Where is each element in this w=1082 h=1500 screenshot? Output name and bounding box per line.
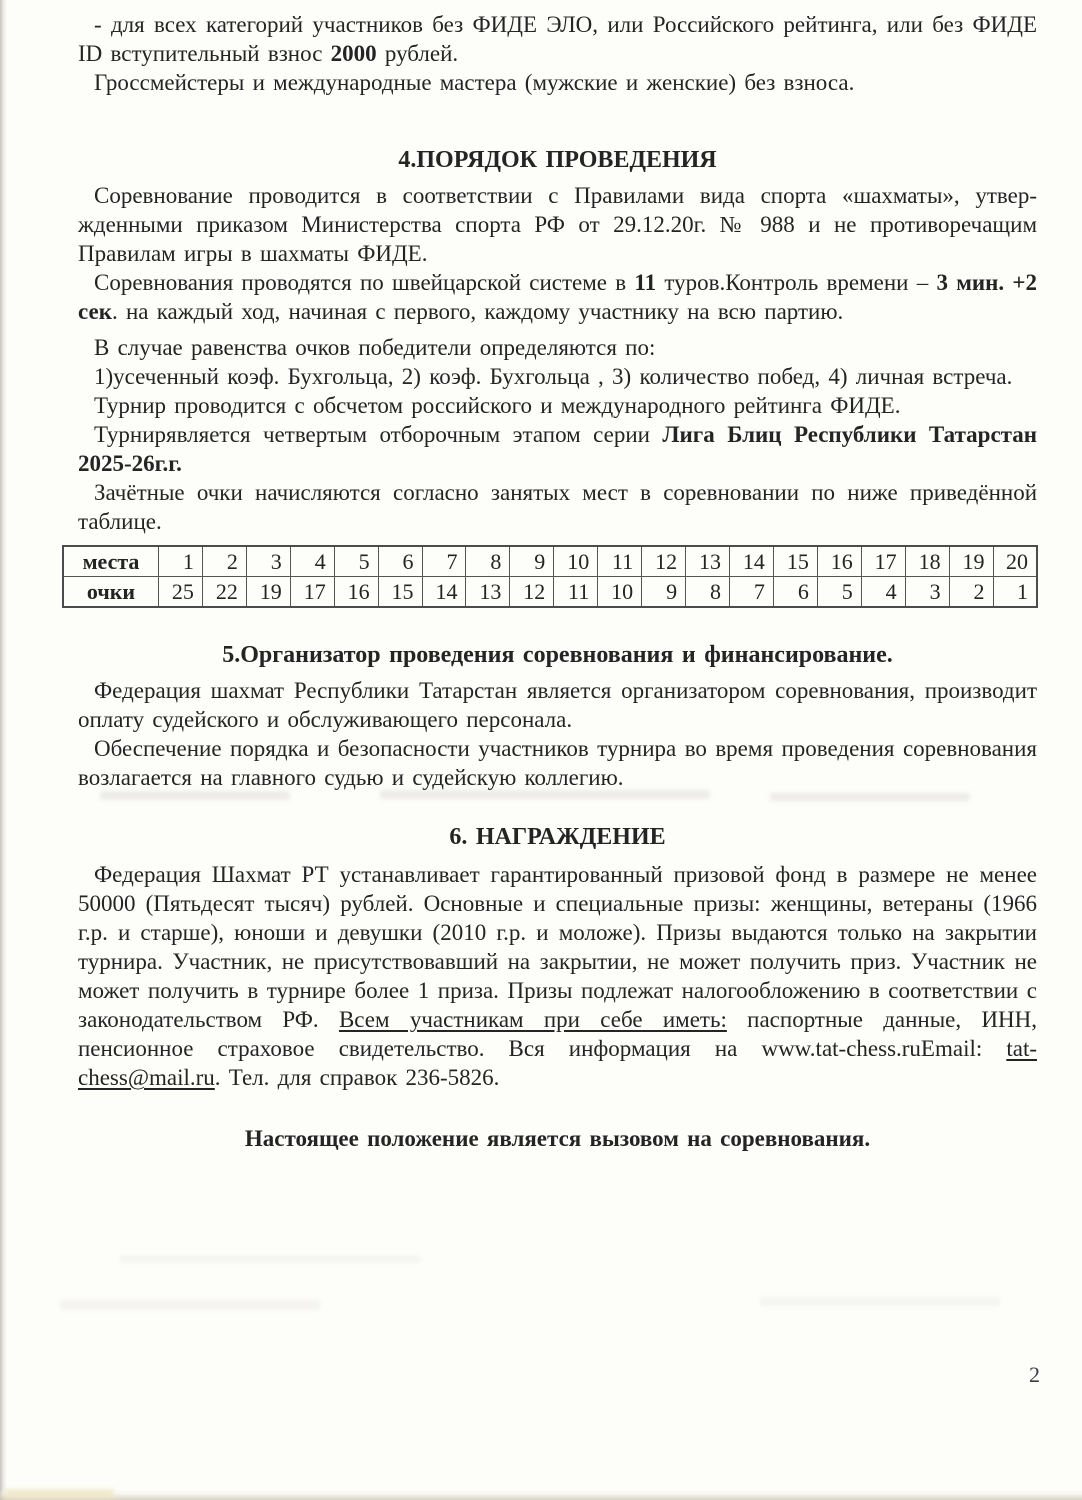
table-cell: 3 <box>246 546 290 577</box>
table-cell: 18 <box>905 546 949 577</box>
text-run: 1)усеченный коэф. Бухгольца, 2) коэф. Бухгольца , 3) количество побед, 4) личная встреча. <box>94 364 1013 389</box>
table-cell: 19 <box>949 546 993 577</box>
section4-paragraph-points-note <box>78 478 1037 536</box>
table-row-places <box>63 546 1037 577</box>
text-run: рублей. <box>376 41 459 66</box>
section4-paragraph-tiebreak-intro <box>78 333 1037 362</box>
text-run: 2000 <box>330 41 377 66</box>
table-cell: 11 <box>554 577 598 608</box>
intro-paragraph-gm-exempt <box>78 68 1037 97</box>
text-run: Зачётные очки начисляются согласно занятых мест в соревновании по ниже приведённой таблице. <box>78 480 1037 534</box>
text-run: Соревнование проводится в соответствии с Правилами вида спорта «шахматы», утвержденными приказом Министерства спорта РФ от 29.12.20г. № 988 и не противоречащим Правилам игры в шахматы ФИДЕ. <box>78 183 1037 266</box>
text-run: туров.Контроль времени – <box>656 270 937 295</box>
section5-paragraph-organizer <box>78 676 1037 734</box>
table-cell: 1 <box>159 546 203 577</box>
section4-paragraph-rules <box>78 181 1037 268</box>
page-number: 2 <box>1029 1362 1040 1387</box>
text-run: В случае равенства очков победители определяются по: <box>94 335 656 360</box>
text-run: 3 мин. +2 сек <box>78 270 1038 324</box>
text-run: паспортные данные, ИНН, пенсионное страховое свидетельство. Вся информация на www.tat-chess.ruEmail: <box>78 1007 1038 1061</box>
section4-paragraph-tiebreak-list <box>78 362 1037 391</box>
section4-paragraph-liga-blitz <box>78 420 1037 478</box>
table-cell: 17 <box>861 546 905 577</box>
closing-statement: Настоящее положение является вызовом на соревнования. <box>244 1126 871 1151</box>
bleedthrough-artifact <box>120 1255 420 1263</box>
table-cell: 14 <box>729 546 773 577</box>
table-cell: 15 <box>378 577 422 608</box>
table-cell: 15 <box>773 546 817 577</box>
text-run: tat-chess@mail.ru <box>78 1036 1037 1090</box>
section6-heading: 6. НАГРАЖДЕНИЕ <box>449 824 666 850</box>
table-cell: 4 <box>290 546 334 577</box>
text-run: Всем участникам при себе иметь: <box>338 1007 727 1032</box>
text-run: Турнир проводится с обсчетом российского и международного рейтинга ФИДЕ. <box>94 393 901 418</box>
table-cell: 6 <box>378 546 422 577</box>
text-run: . на каждый ход, начиная с первого, каждому участнику на всю партию. <box>111 299 844 324</box>
table-cell: 7 <box>422 546 466 577</box>
table-cell: 14 <box>422 577 466 608</box>
row-header-places: места <box>63 546 159 577</box>
text-run: Федерация Шахмат РТ устанавливает гарантированный призовой фонд в размере не менее 50000 (Пятьдесят тысяч) рублей. Основные и специальные призы: женщины, ветераны (1966 г.р. и старше), юноши и девушки (2010 г.р. и моложе). Призы выдаются только на закрытии турнира. Участник, не присутствовавший на закрытии, не может получить приз. Участник не может получить в турнире более 1 приза. Призы подлежат налогообложению в соответствии с законодательством РФ. <box>78 862 1037 1032</box>
table-cell: 13 <box>686 546 730 577</box>
scan-corner-mark <box>4 1489 114 1498</box>
table-cell: 8 <box>466 546 510 577</box>
table-cell: 19 <box>246 577 290 608</box>
table-cell: 11 <box>598 546 642 577</box>
text-run: - для всех категорий участников без ФИДЕ ЭЛО, или Российского рейтинга, или без ФИДЕ ID вступительный взнос <box>78 12 1037 66</box>
intro-paragraph-entry-fee <box>78 10 1037 68</box>
text-run: 11 <box>634 270 657 295</box>
table-cell: 17 <box>290 577 334 608</box>
table-cell: 5 <box>334 546 378 577</box>
table-cell: 9 <box>642 577 686 608</box>
table-cell: 8 <box>686 577 730 608</box>
table-cell: 25 <box>159 577 203 608</box>
text-run: Турнирявляется четвертым отборочным этапом серии <box>94 422 663 447</box>
table-cell: 2 <box>949 577 993 608</box>
table-cell: 13 <box>466 577 510 608</box>
section4-heading: 4.ПОРЯДОК ПРОВЕДЕНИЯ <box>398 147 717 173</box>
section6-paragraph-prizes <box>78 860 1037 1092</box>
table-cell: 12 <box>510 577 554 608</box>
table-cell: 7 <box>729 577 773 608</box>
document-content <box>78 10 1037 1153</box>
text-run: Гроссмейстеры и международные мастера (мужские и женские) без взноса. <box>94 70 855 95</box>
section5-paragraph-security <box>78 734 1037 792</box>
bleedthrough-artifact <box>760 1297 1000 1306</box>
points-table <box>62 545 1038 608</box>
table-cell: 16 <box>334 577 378 608</box>
scan-edge-bottom <box>0 1489 1082 1500</box>
bleedthrough-artifact <box>60 1300 320 1310</box>
table-cell: 22 <box>202 577 246 608</box>
table-cell: 20 <box>993 546 1037 577</box>
row-header-points: очки <box>63 577 159 608</box>
table-cell: 2 <box>202 546 246 577</box>
section4-paragraph-swiss-system <box>78 268 1037 326</box>
text-run: Лига Блиц Республики Татарстан 2025-26г.г. <box>78 422 1037 476</box>
table-cell: 12 <box>642 546 686 577</box>
text-run: . Тел. для справок 236-5826. <box>214 1065 500 1090</box>
section4-paragraph-rating <box>78 391 1037 420</box>
table-row-points <box>63 577 1037 608</box>
table-cell: 10 <box>554 546 598 577</box>
table-cell: 3 <box>905 577 949 608</box>
section5-heading: 5.Организатор проведения соревнования и финансирование. <box>222 642 893 668</box>
table-cell: 1 <box>993 577 1037 608</box>
scan-edge-left <box>0 0 7 1500</box>
table-cell: 16 <box>817 546 861 577</box>
table-cell: 4 <box>861 577 905 608</box>
table-cell: 9 <box>510 546 554 577</box>
text-run: Федерация шахмат Республики Татарстан является организатором соревнования, производит оплату судейского и обслуживающего персонала. <box>78 678 1037 732</box>
table-cell: 5 <box>817 577 861 608</box>
text-run: Соревнования проводятся по швейцарской системе в <box>94 270 635 295</box>
table-cell: 6 <box>773 577 817 608</box>
text-run: Обеспечение порядка и безопасности участников турнира во время проведения соревнования возлагается на главного судью и судейскую коллегию. <box>78 736 1037 790</box>
table-cell: 10 <box>598 577 642 608</box>
